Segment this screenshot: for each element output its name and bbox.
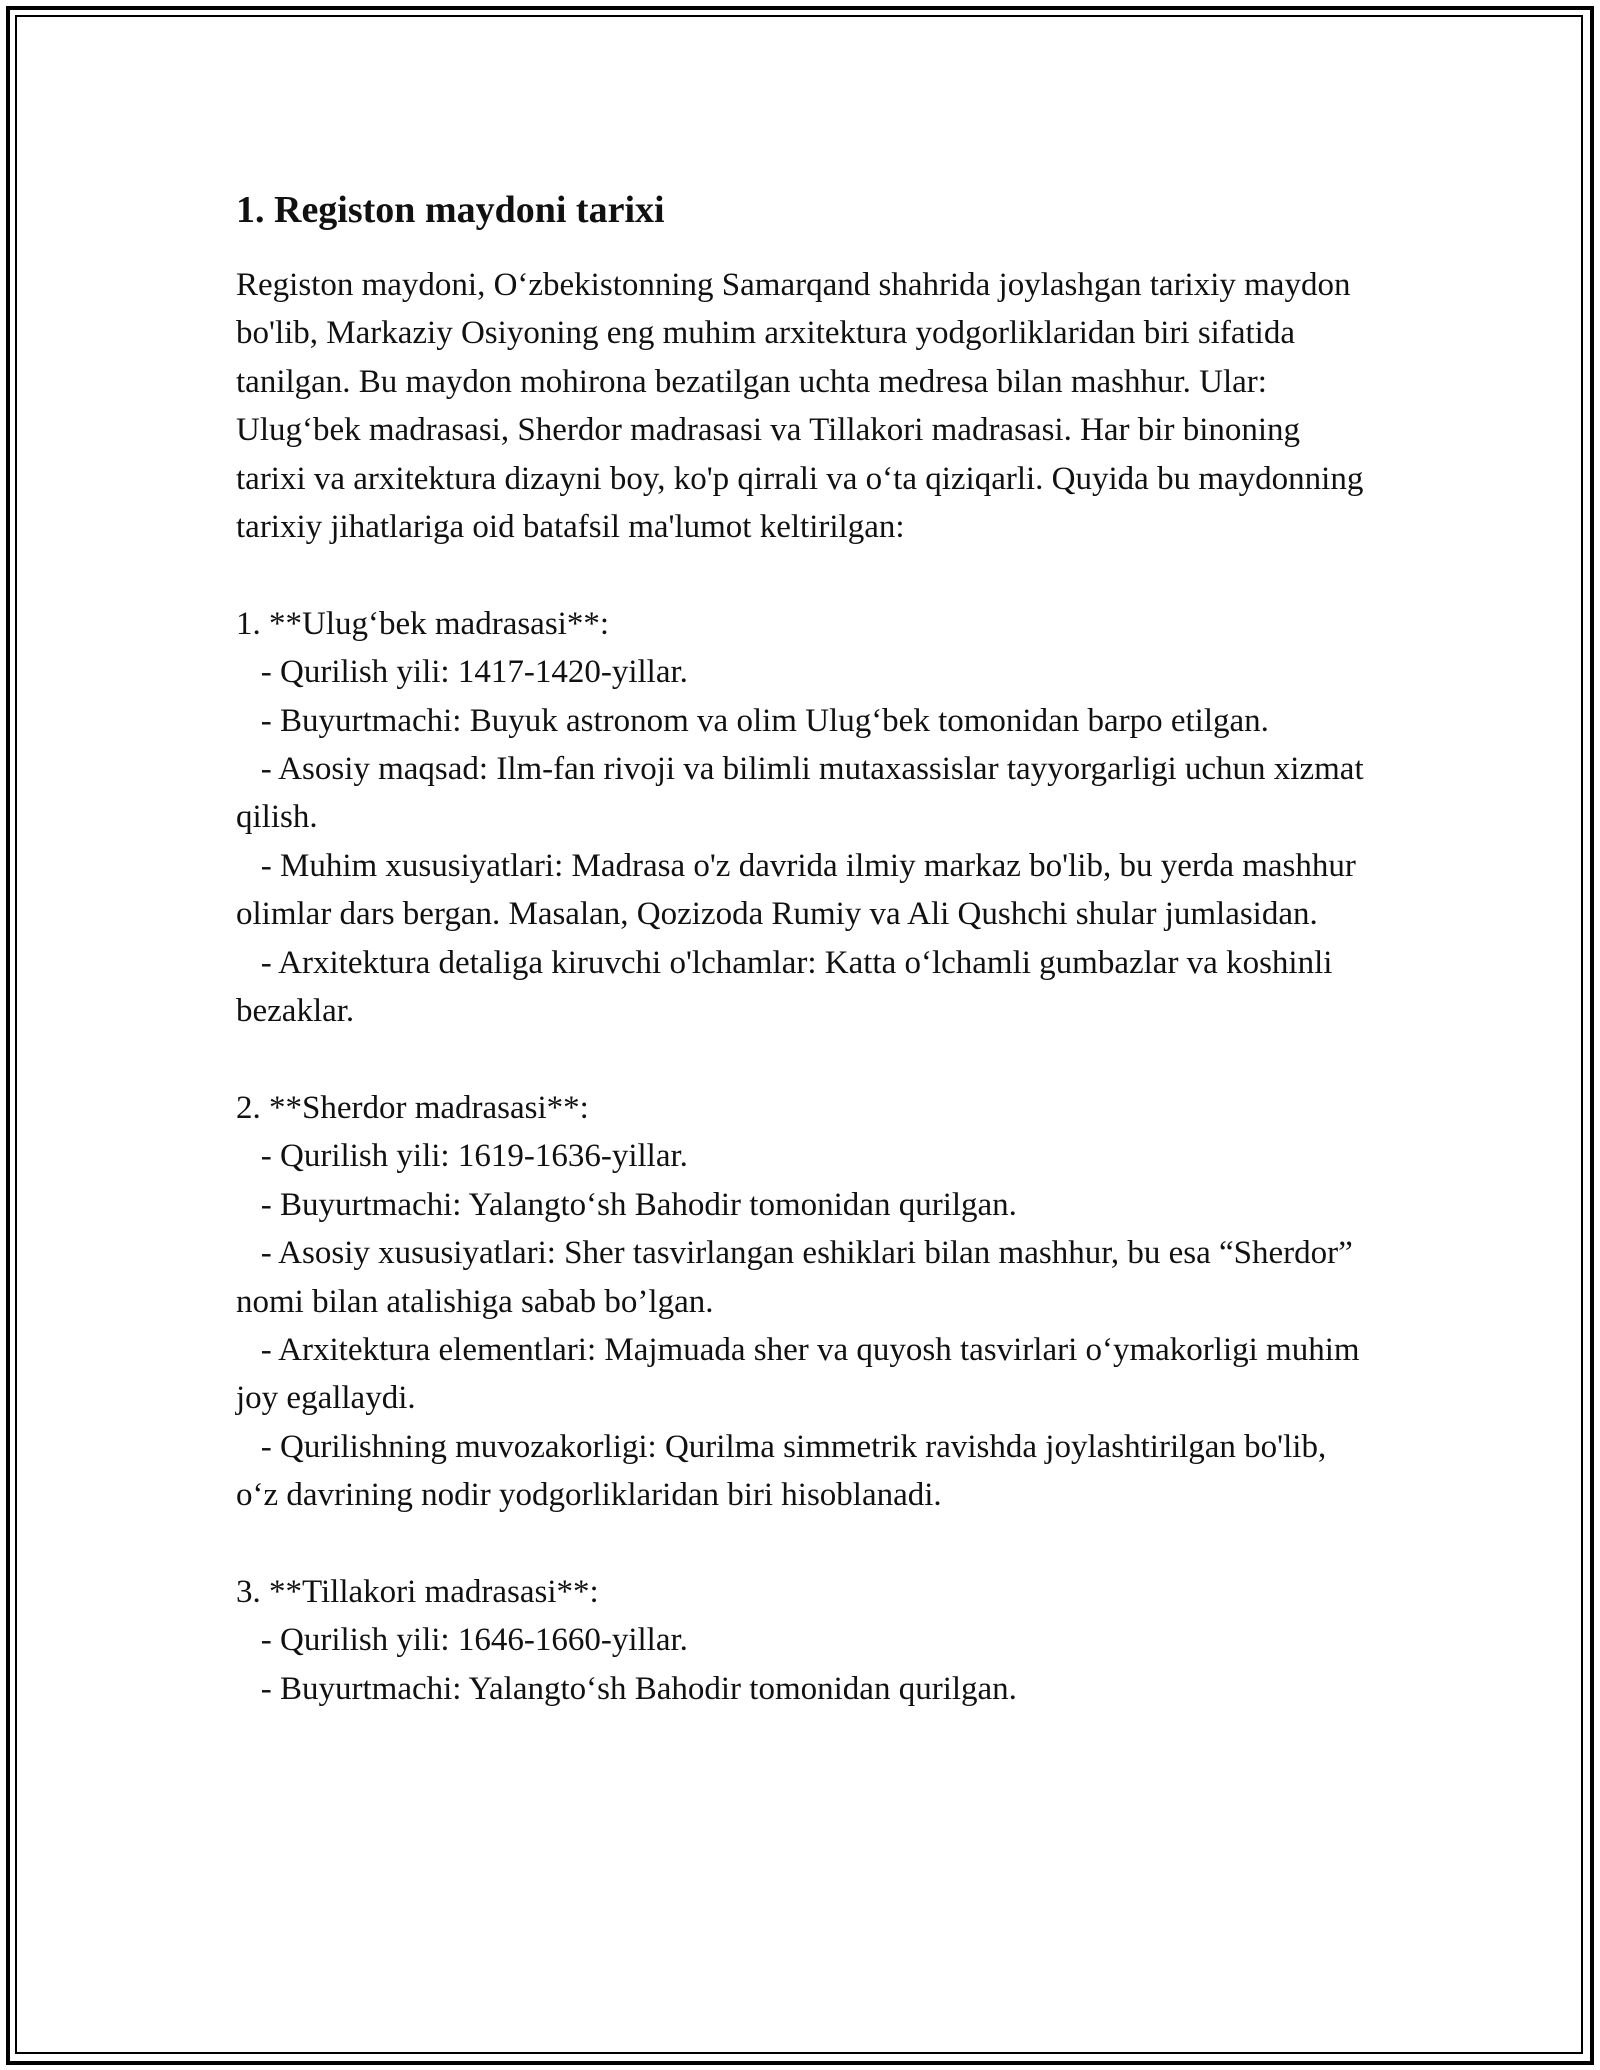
section-sherdor: [236, 1084, 1366, 1520]
list-item: - Qurilish yili: 1619-1636-yillar.: [236, 1138, 688, 1175]
list-item: - Asosiy maqsad: Ilm-fan rivoji va bilimli mutaxassislar tayyorgarligi uchun xizmat qilish.: [236, 751, 1364, 836]
list-item: - Buyurtmachi: Buyuk astronom va olim Ulug‘bek tomonidan barpo etilgan.: [236, 702, 1269, 739]
list-item: - Buyurtmachi: Yalangto‘sh Bahodir tomonidan qurilgan.: [236, 1186, 1017, 1223]
list-item: - Buyurtmachi: Yalangto‘sh Bahodir tomonidan qurilgan.: [236, 1670, 1017, 1707]
section-heading: 2. **Sherdor madrasasi**:: [236, 1089, 589, 1126]
section-heading: 3. **Tillakori madrasasi**:: [236, 1573, 599, 1610]
list-item: - Qurilishning muvozakorligi: Qurilma simmetrik ravishda joylashtirilgan bo'lib, o‘z davrining nodir yodgorliklaridan biri hisoblanadi.: [236, 1428, 1327, 1514]
section-ulugbek: [236, 600, 1366, 1036]
list-item: - Asosiy xususiyatlari: Sher tasvirlangan eshiklari bilan mashhur, bu esa “Sherdor” nomi bilan atalishiga sabab bo’lgan.: [236, 1235, 1353, 1320]
document-body: [236, 185, 1366, 1713]
list-item: - Muhim xususiyatlari: Madrasa o'z davrida ilmiy markaz bo'lib, bu yerda mashhur olimlar dars bergan. Masalan, Qozizoda Rumiy va Ali Qushchi shular jumlasidan.: [236, 847, 1356, 933]
intro-paragraph: Registon maydoni, O‘zbekistonning Samarqand shahrida joylashgan tarixiy maydon bo'lib, Markaziy Osiyoning eng muhim arxitektura yodgorliklaridan biri sifatida tanilgan. Bu maydon mohirona bezatilgan uchta medresa bilan mashhur. Ular: Ulug‘bek madrasasi, Sherdor madrasasi va Tillakori madrasasi. Har bir binoning tarixi va arxitektura dizayni boy, ko'p qirrali va o‘ta qiziqarli. Quyida bu maydonning tarixiy jihatlariga oid batafsil ma'lumot keltirilgan:: [236, 267, 1364, 546]
document-title: 1. Registon maydoni tarixi: [236, 189, 665, 231]
list-item: - Arxitektura detaliga kiruvchi o'lchamlar: Katta o‘lchamli gumbazlar va koshinli bezaklar.: [236, 944, 1333, 1030]
list-item: - Arxitektura elementlari: Majmuada sher va quyosh tasvirlari o‘ymakorligi muhim joy egallaydi.: [236, 1331, 1360, 1417]
list-item: - Qurilish yili: 1417-1420-yillar.: [236, 654, 688, 691]
section-heading: 1. **Ulug‘bek madrasasi**:: [236, 605, 610, 642]
section-tillakori: [236, 1568, 1366, 1713]
list-item: - Qurilish yili: 1646-1660-yillar.: [236, 1622, 688, 1659]
